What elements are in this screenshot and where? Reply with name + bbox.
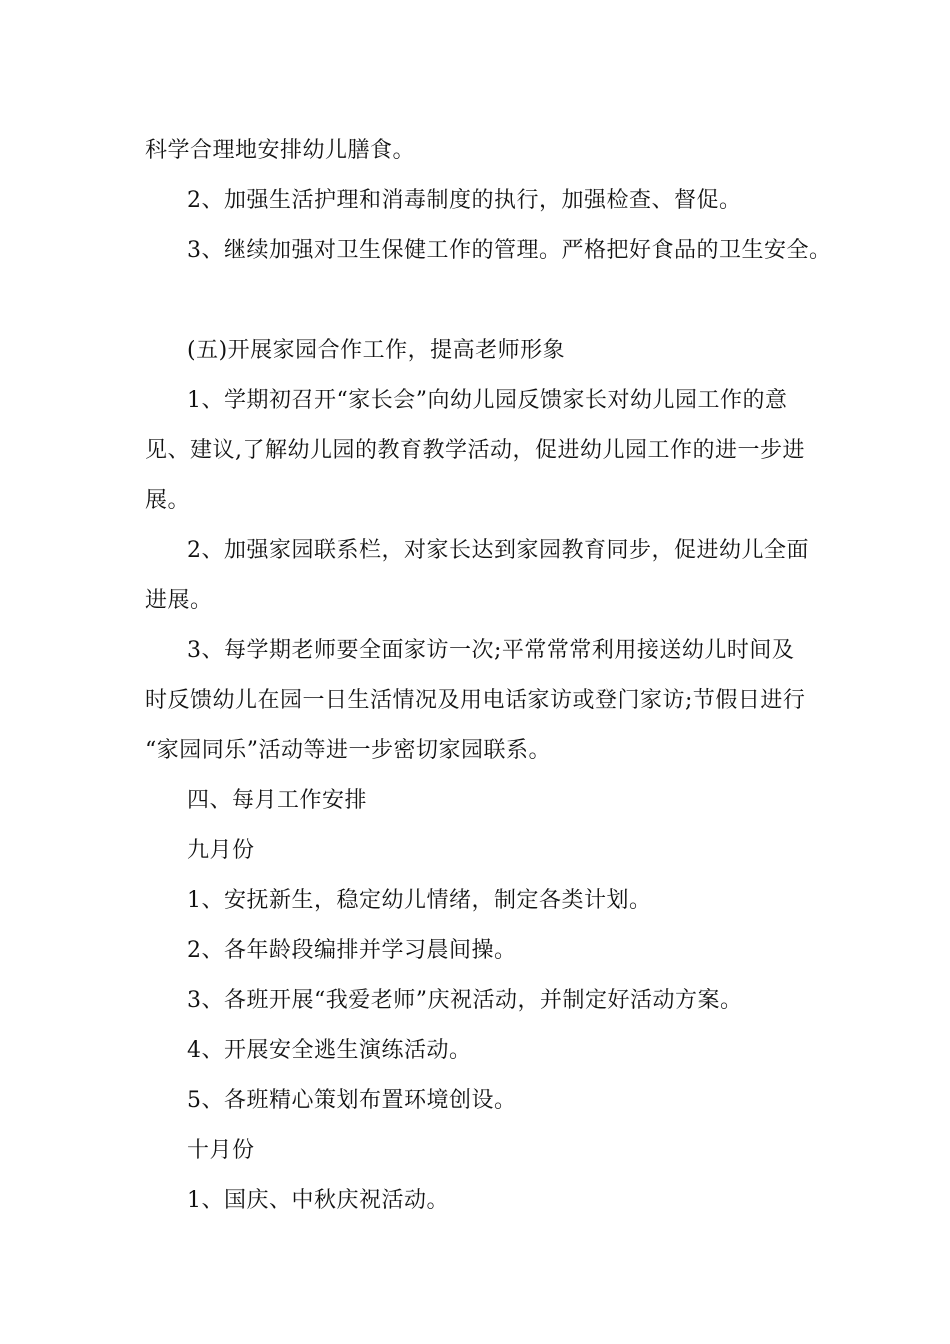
text-line: 2、加强家园联系栏，对家长达到家园教育同步，促进幼儿全面 (187, 538, 809, 563)
list-item: 2、各年龄段编排并学习晨间操。 (187, 938, 517, 963)
text-line: 2、加强生活护理和消毒制度的执行，加强检查、督促。 (187, 188, 742, 213)
text-line: “家园同乐”活动等进一步密切家园联系。 (145, 738, 551, 763)
list-item: 1、安抚新生，稳定幼儿情绪，制定各类计划。 (187, 888, 652, 913)
list-item: 5、各班精心策划布置环境创设。 (187, 1088, 517, 1113)
list-item: 3、各班开展“我爱老师”庆祝活动，并制定好活动方案。 (187, 988, 743, 1013)
text-line: 展。 (145, 488, 191, 513)
text-line: 见、建议,了解幼儿园的教育教学活动，促进幼儿园工作的进一步进 (145, 438, 805, 463)
list-item: 1、国庆、中秋庆祝活动。 (187, 1188, 449, 1213)
text-line: 科学合理地安排幼儿膳食。 (145, 138, 416, 163)
section-heading: (五)开展家园合作工作，提高老师形象 (187, 338, 566, 363)
month-heading: 十月份 (187, 1138, 255, 1163)
section-heading: 四、每月工作安排 (187, 788, 368, 813)
list-item: 4、开展安全逃生演练活动。 (187, 1038, 472, 1063)
text-line: 进展。 (145, 588, 213, 613)
text-line: 1、学期初召开“家长会”向幼儿园反馈家长对幼儿园工作的意 (187, 388, 788, 413)
month-heading: 九月份 (187, 838, 255, 863)
text-line: 3、继续加强对卫生保健工作的管理。严格把好食品的卫生安全。 (187, 238, 832, 263)
text-line: 3、每学期老师要全面家访一次;平常常常利用接送幼儿时间及 (187, 638, 795, 663)
text-line: 时反馈幼儿在园一日生活情况及用电话家访或登门家访;节假日进行 (145, 688, 806, 713)
